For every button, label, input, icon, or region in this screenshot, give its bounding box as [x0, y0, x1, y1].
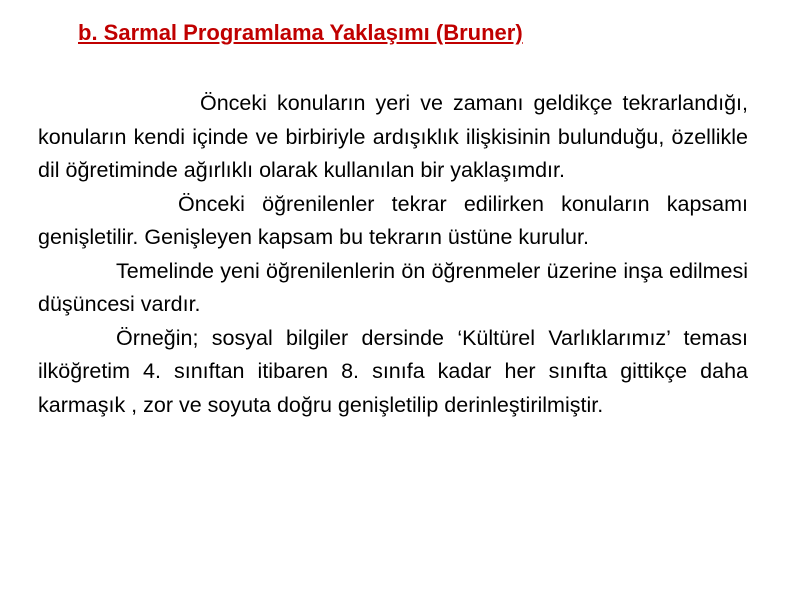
slide-body: [38, 87, 748, 422]
paragraph-example: Örneğin; sosyal bilgiler dersinde ‘Kültürel Varlıklarımız’ teması ilköğretim 4. sınıftan itibaren 8. sınıfa kadar her sınıfta gittikçe daha karmaşık , zor ve soyuta doğru genişletilip derinleştirilmiştir.: [38, 325, 748, 417]
paragraph-scope-expansion: Önceki öğrenilenler tekrar edilirken konuların kapsamı genişletilir. Genişleyen kapsam bu tekrarın üstüne kurulur.: [38, 191, 748, 249]
slide-title: b. Sarmal Programlama Yaklaşımı (Bruner): [78, 20, 523, 45]
paragraph-foundation: Temelinde yeni öğrenilenlerin ön öğrenmeler üzerine inşa edilmesi düşüncesi vardır.: [38, 258, 748, 316]
paragraph-definition: Önceki konuların yeri ve zamanı geldikçe tekrarlandığı, konuların kendi içinde ve birbiriyle ardışıklık ilişkisinin bulunduğu, özellikle dil öğretiminde ağırlıklı olarak kullanılan bir yaklaşımdır.: [38, 91, 748, 182]
